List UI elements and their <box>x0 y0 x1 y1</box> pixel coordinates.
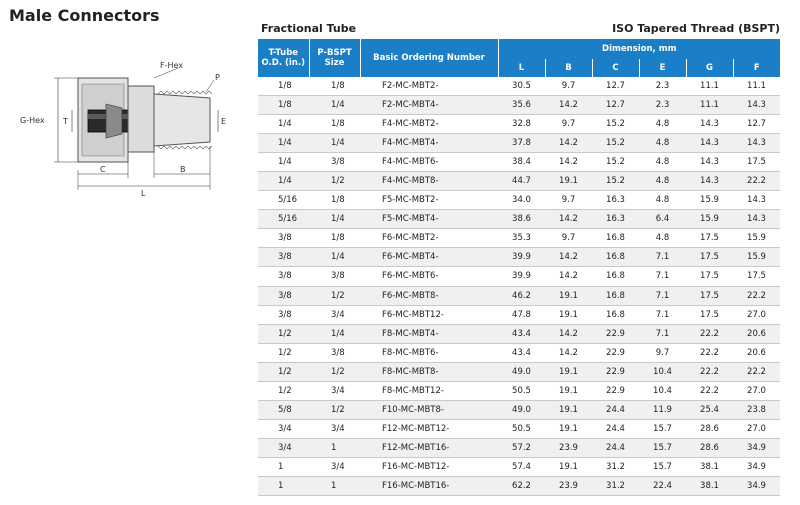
cell-dim-e: 15.7 <box>639 438 686 457</box>
table-row <box>258 248 780 267</box>
table-row <box>258 96 780 115</box>
cell-dim-b: 19.1 <box>545 381 592 400</box>
cell-bspt-size: 3/4 <box>309 381 360 400</box>
label-c: C <box>100 165 106 174</box>
table-row <box>258 191 780 210</box>
cell-dim-g: 14.3 <box>686 115 733 134</box>
cell-bspt-size: 3/4 <box>309 457 360 476</box>
table-row <box>258 305 780 324</box>
cell-tube-od: 3/4 <box>258 438 309 457</box>
cell-dim-c: 24.4 <box>592 419 639 438</box>
cell-dim-b: 14.2 <box>545 153 592 172</box>
cell-ordering-number: F16-MC-MBT16- <box>360 476 498 495</box>
header-dim-c: C <box>592 59 639 77</box>
cell-dim-c: 16.3 <box>592 210 639 229</box>
cell-dim-c: 22.9 <box>592 362 639 381</box>
table-row <box>258 229 780 248</box>
spec-table <box>258 39 780 496</box>
cell-tube-od: 5/16 <box>258 191 309 210</box>
cell-dim-e: 7.1 <box>639 248 686 267</box>
cell-dim-e: 11.9 <box>639 400 686 419</box>
cell-tube-od: 1/4 <box>258 134 309 153</box>
spec-table-body <box>258 77 780 496</box>
table-row <box>258 476 780 495</box>
cell-dim-l: 35.3 <box>498 229 545 248</box>
cell-bspt-size: 3/4 <box>309 305 360 324</box>
cell-dim-f: 22.2 <box>733 286 780 305</box>
table-row <box>258 267 780 286</box>
cell-bspt-size: 1 <box>309 438 360 457</box>
cell-dim-l: 37.8 <box>498 134 545 153</box>
header-dim-f: F <box>733 59 780 77</box>
cell-dim-c: 15.2 <box>592 134 639 153</box>
cell-dim-g: 28.6 <box>686 438 733 457</box>
cell-dim-b: 14.2 <box>545 96 592 115</box>
cell-tube-od: 1/4 <box>258 153 309 172</box>
cell-dim-e: 4.8 <box>639 134 686 153</box>
header-dim-b: B <box>545 59 592 77</box>
cell-tube-od: 1/4 <box>258 115 309 134</box>
cell-bspt-size: 1/8 <box>309 115 360 134</box>
cell-dim-b: 19.1 <box>545 305 592 324</box>
header-dim-l: L <box>498 59 545 77</box>
cell-dim-e: 4.8 <box>639 172 686 191</box>
cell-dim-f: 34.9 <box>733 476 780 495</box>
cell-dim-b: 14.2 <box>545 324 592 343</box>
cell-dim-f: 17.5 <box>733 153 780 172</box>
table-row <box>258 457 780 476</box>
table-row <box>258 172 780 191</box>
cell-dim-g: 17.5 <box>686 267 733 286</box>
cell-bspt-size: 1/4 <box>309 324 360 343</box>
table-row <box>258 324 780 343</box>
label-l: L <box>141 189 146 198</box>
header-dimension: Dimension, mm <box>498 39 780 59</box>
cell-tube-od: 1/2 <box>258 324 309 343</box>
cell-dim-g: 11.1 <box>686 96 733 115</box>
cell-ordering-number: F6-MC-MBT8- <box>360 286 498 305</box>
page-title: Male Connectors <box>9 6 160 25</box>
cell-dim-e: 7.1 <box>639 267 686 286</box>
cell-dim-b: 19.1 <box>545 400 592 419</box>
cell-dim-f: 14.3 <box>733 191 780 210</box>
table-row <box>258 286 780 305</box>
cell-dim-b: 23.9 <box>545 438 592 457</box>
cell-dim-c: 16.3 <box>592 191 639 210</box>
cell-dim-g: 17.5 <box>686 286 733 305</box>
cell-ordering-number: F12-MC-MBT16- <box>360 438 498 457</box>
cell-ordering-number: F2-MC-MBT4- <box>360 96 498 115</box>
cell-dim-g: 38.1 <box>686 476 733 495</box>
cell-dim-f: 15.9 <box>733 248 780 267</box>
header-tube-od: T-Tube O.D. (in.) <box>258 39 309 77</box>
cell-dim-c: 31.2 <box>592 457 639 476</box>
cell-dim-e: 6.4 <box>639 210 686 229</box>
cell-dim-c: 15.2 <box>592 172 639 191</box>
cell-dim-e: 4.8 <box>639 191 686 210</box>
cell-bspt-size: 1/2 <box>309 400 360 419</box>
cell-dim-l: 44.7 <box>498 172 545 191</box>
cell-dim-c: 16.8 <box>592 248 639 267</box>
cell-dim-f: 22.2 <box>733 172 780 191</box>
cell-dim-b: 14.2 <box>545 267 592 286</box>
cell-bspt-size: 1/4 <box>309 96 360 115</box>
cell-dim-e: 4.8 <box>639 229 686 248</box>
cell-dim-g: 22.2 <box>686 343 733 362</box>
cell-dim-g: 25.4 <box>686 400 733 419</box>
cell-dim-b: 19.1 <box>545 419 592 438</box>
cell-dim-g: 28.6 <box>686 419 733 438</box>
cell-tube-od: 1/8 <box>258 96 309 115</box>
cell-dim-l: 49.0 <box>498 362 545 381</box>
cell-dim-f: 14.3 <box>733 210 780 229</box>
table-row <box>258 362 780 381</box>
label-f-hex: F-Hex <box>160 61 184 70</box>
table-row <box>258 134 780 153</box>
cell-bspt-size: 1/8 <box>309 77 360 96</box>
header-dim-g: G <box>686 59 733 77</box>
cell-ordering-number: F5-MC-MBT2- <box>360 191 498 210</box>
cell-dim-f: 34.9 <box>733 457 780 476</box>
cell-dim-e: 2.3 <box>639 77 686 96</box>
cell-dim-f: 27.0 <box>733 305 780 324</box>
cell-dim-b: 14.2 <box>545 210 592 229</box>
cell-dim-f: 34.9 <box>733 438 780 457</box>
cell-dim-c: 15.2 <box>592 115 639 134</box>
cell-dim-g: 17.5 <box>686 248 733 267</box>
cell-dim-e: 15.7 <box>639 419 686 438</box>
cell-bspt-size: 1/2 <box>309 362 360 381</box>
cell-dim-e: 4.8 <box>639 153 686 172</box>
cell-ordering-number: F4-MC-MBT6- <box>360 153 498 172</box>
cell-bspt-size: 3/4 <box>309 419 360 438</box>
cell-dim-l: 46.2 <box>498 286 545 305</box>
cell-dim-b: 9.7 <box>545 229 592 248</box>
cell-dim-l: 47.8 <box>498 305 545 324</box>
cell-dim-e: 7.1 <box>639 305 686 324</box>
cell-dim-l: 50.5 <box>498 419 545 438</box>
cell-dim-l: 62.2 <box>498 476 545 495</box>
cell-tube-od: 1/4 <box>258 172 309 191</box>
cell-bspt-size: 1/4 <box>309 134 360 153</box>
table-row <box>258 438 780 457</box>
caption-thread-type: ISO Tapered Thread (BSPT) <box>612 22 780 35</box>
cell-dim-b: 19.1 <box>545 457 592 476</box>
cell-tube-od: 1/2 <box>258 343 309 362</box>
cell-dim-f: 15.9 <box>733 229 780 248</box>
cell-bspt-size: 1/2 <box>309 172 360 191</box>
cell-dim-l: 39.9 <box>498 267 545 286</box>
table-row <box>258 381 780 400</box>
cell-dim-f: 27.0 <box>733 419 780 438</box>
cell-dim-g: 22.2 <box>686 362 733 381</box>
cell-ordering-number: F5-MC-MBT4- <box>360 210 498 229</box>
cell-bspt-size: 3/8 <box>309 267 360 286</box>
cell-ordering-number: F6-MC-MBT4- <box>360 248 498 267</box>
cell-dim-c: 24.4 <box>592 400 639 419</box>
cell-dim-b: 14.2 <box>545 343 592 362</box>
cell-dim-g: 15.9 <box>686 210 733 229</box>
label-g-hex: G-Hex <box>20 116 45 125</box>
cell-dim-f: 14.3 <box>733 134 780 153</box>
cell-bspt-size: 1/8 <box>309 229 360 248</box>
cell-dim-c: 12.7 <box>592 77 639 96</box>
cell-bspt-size: 1 <box>309 476 360 495</box>
header-dim-e: E <box>639 59 686 77</box>
label-b: B <box>180 165 186 174</box>
cell-dim-e: 2.3 <box>639 96 686 115</box>
cell-dim-g: 22.2 <box>686 324 733 343</box>
cell-ordering-number: F8-MC-MBT8- <box>360 362 498 381</box>
label-e: E <box>221 117 227 126</box>
table-row <box>258 115 780 134</box>
cell-dim-c: 16.8 <box>592 286 639 305</box>
cell-dim-l: 43.4 <box>498 324 545 343</box>
cell-dim-b: 19.1 <box>545 172 592 191</box>
cell-ordering-number: F2-MC-MBT2- <box>360 77 498 96</box>
cell-dim-l: 57.4 <box>498 457 545 476</box>
cell-dim-c: 16.8 <box>592 305 639 324</box>
cell-dim-e: 4.8 <box>639 115 686 134</box>
cell-dim-c: 15.2 <box>592 153 639 172</box>
cell-tube-od: 5/16 <box>258 210 309 229</box>
cell-tube-od: 1/8 <box>258 77 309 96</box>
cell-dim-b: 14.2 <box>545 248 592 267</box>
cell-dim-c: 22.9 <box>592 324 639 343</box>
cell-ordering-number: F12-MC-MBT12- <box>360 419 498 438</box>
cell-bspt-size: 1/2 <box>309 286 360 305</box>
cell-dim-e: 10.4 <box>639 362 686 381</box>
cell-ordering-number: F8-MC-MBT6- <box>360 343 498 362</box>
cell-dim-c: 16.8 <box>592 267 639 286</box>
cell-dim-c: 16.8 <box>592 229 639 248</box>
cell-ordering-number: F6-MC-MBT12- <box>360 305 498 324</box>
cell-dim-f: 22.2 <box>733 362 780 381</box>
cell-dim-g: 17.5 <box>686 229 733 248</box>
cell-ordering-number: F8-MC-MBT4- <box>360 324 498 343</box>
cell-dim-f: 27.0 <box>733 381 780 400</box>
cell-tube-od: 5/8 <box>258 400 309 419</box>
table-row <box>258 210 780 229</box>
cell-ordering-number: F16-MC-MBT12- <box>360 457 498 476</box>
table-row <box>258 400 780 419</box>
cell-dim-l: 39.9 <box>498 248 545 267</box>
cell-dim-g: 11.1 <box>686 77 733 96</box>
cell-dim-g: 14.3 <box>686 172 733 191</box>
cell-bspt-size: 1/8 <box>309 191 360 210</box>
cell-dim-b: 9.7 <box>545 115 592 134</box>
cell-tube-od: 3/8 <box>258 286 309 305</box>
cell-dim-l: 30.5 <box>498 77 545 96</box>
caption-fractional-tube: Fractional Tube <box>261 22 357 35</box>
connector-diagram <box>18 58 248 198</box>
cell-dim-b: 9.7 <box>545 191 592 210</box>
cell-dim-e: 7.1 <box>639 324 686 343</box>
cell-ordering-number: F10-MC-MBT8- <box>360 400 498 419</box>
cell-ordering-number: F8-MC-MBT12- <box>360 381 498 400</box>
label-p: P <box>215 73 220 82</box>
cell-dim-f: 11.1 <box>733 77 780 96</box>
cell-dim-l: 49.0 <box>498 400 545 419</box>
cell-dim-f: 14.3 <box>733 96 780 115</box>
cell-dim-l: 35.6 <box>498 96 545 115</box>
cell-ordering-number: F4-MC-MBT4- <box>360 134 498 153</box>
cell-dim-e: 10.4 <box>639 381 686 400</box>
cell-ordering-number: F6-MC-MBT6- <box>360 267 498 286</box>
cell-dim-l: 32.8 <box>498 115 545 134</box>
cell-bspt-size: 1/4 <box>309 248 360 267</box>
table-row <box>258 153 780 172</box>
body-hex-shape <box>128 86 154 152</box>
cell-dim-e: 15.7 <box>639 457 686 476</box>
cell-tube-od: 1 <box>258 476 309 495</box>
cell-dim-c: 12.7 <box>592 96 639 115</box>
cell-bspt-size: 1/4 <box>309 210 360 229</box>
cell-tube-od: 3/8 <box>258 248 309 267</box>
cell-dim-g: 22.2 <box>686 381 733 400</box>
cell-tube-od: 1/2 <box>258 381 309 400</box>
header-bspt-size: P-BSPT Size <box>309 39 360 77</box>
cell-dim-l: 57.2 <box>498 438 545 457</box>
cell-dim-l: 38.4 <box>498 153 545 172</box>
cell-dim-c: 22.9 <box>592 381 639 400</box>
cell-tube-od: 3/8 <box>258 305 309 324</box>
cell-dim-l: 43.4 <box>498 343 545 362</box>
cell-dim-l: 50.5 <box>498 381 545 400</box>
cell-ordering-number: F4-MC-MBT8- <box>360 172 498 191</box>
cell-dim-c: 22.9 <box>592 343 639 362</box>
cell-dim-f: 20.6 <box>733 343 780 362</box>
cell-tube-od: 3/8 <box>258 229 309 248</box>
cell-dim-c: 24.4 <box>592 438 639 457</box>
header-ordering-number: Basic Ordering Number <box>360 39 498 77</box>
cell-tube-od: 3/8 <box>258 267 309 286</box>
cell-dim-g: 14.3 <box>686 153 733 172</box>
cell-ordering-number: F6-MC-MBT2- <box>360 229 498 248</box>
cell-dim-l: 38.6 <box>498 210 545 229</box>
table-row <box>258 77 780 96</box>
cell-dim-g: 17.5 <box>686 305 733 324</box>
cell-dim-e: 22.4 <box>639 476 686 495</box>
cell-dim-g: 15.9 <box>686 191 733 210</box>
cell-tube-od: 3/4 <box>258 419 309 438</box>
cell-dim-b: 19.1 <box>545 362 592 381</box>
cell-dim-b: 14.2 <box>545 134 592 153</box>
table-row <box>258 343 780 362</box>
cell-bspt-size: 3/8 <box>309 343 360 362</box>
cell-tube-od: 1 <box>258 457 309 476</box>
cell-dim-g: 14.3 <box>686 134 733 153</box>
cell-ordering-number: F4-MC-MBT2- <box>360 115 498 134</box>
table-row <box>258 419 780 438</box>
cell-dim-e: 7.1 <box>639 286 686 305</box>
cell-tube-od: 1/2 <box>258 362 309 381</box>
cell-bspt-size: 3/8 <box>309 153 360 172</box>
cell-dim-f: 20.6 <box>733 324 780 343</box>
cell-dim-b: 19.1 <box>545 286 592 305</box>
cell-dim-g: 38.1 <box>686 457 733 476</box>
cell-dim-b: 9.7 <box>545 77 592 96</box>
cell-dim-e: 9.7 <box>639 343 686 362</box>
cell-dim-l: 34.0 <box>498 191 545 210</box>
label-t: T <box>63 117 68 126</box>
thread-shape <box>154 94 210 146</box>
cell-dim-f: 12.7 <box>733 115 780 134</box>
cell-dim-f: 17.5 <box>733 267 780 286</box>
cell-dim-f: 23.8 <box>733 400 780 419</box>
cell-dim-b: 23.9 <box>545 476 592 495</box>
cell-dim-c: 31.2 <box>592 476 639 495</box>
